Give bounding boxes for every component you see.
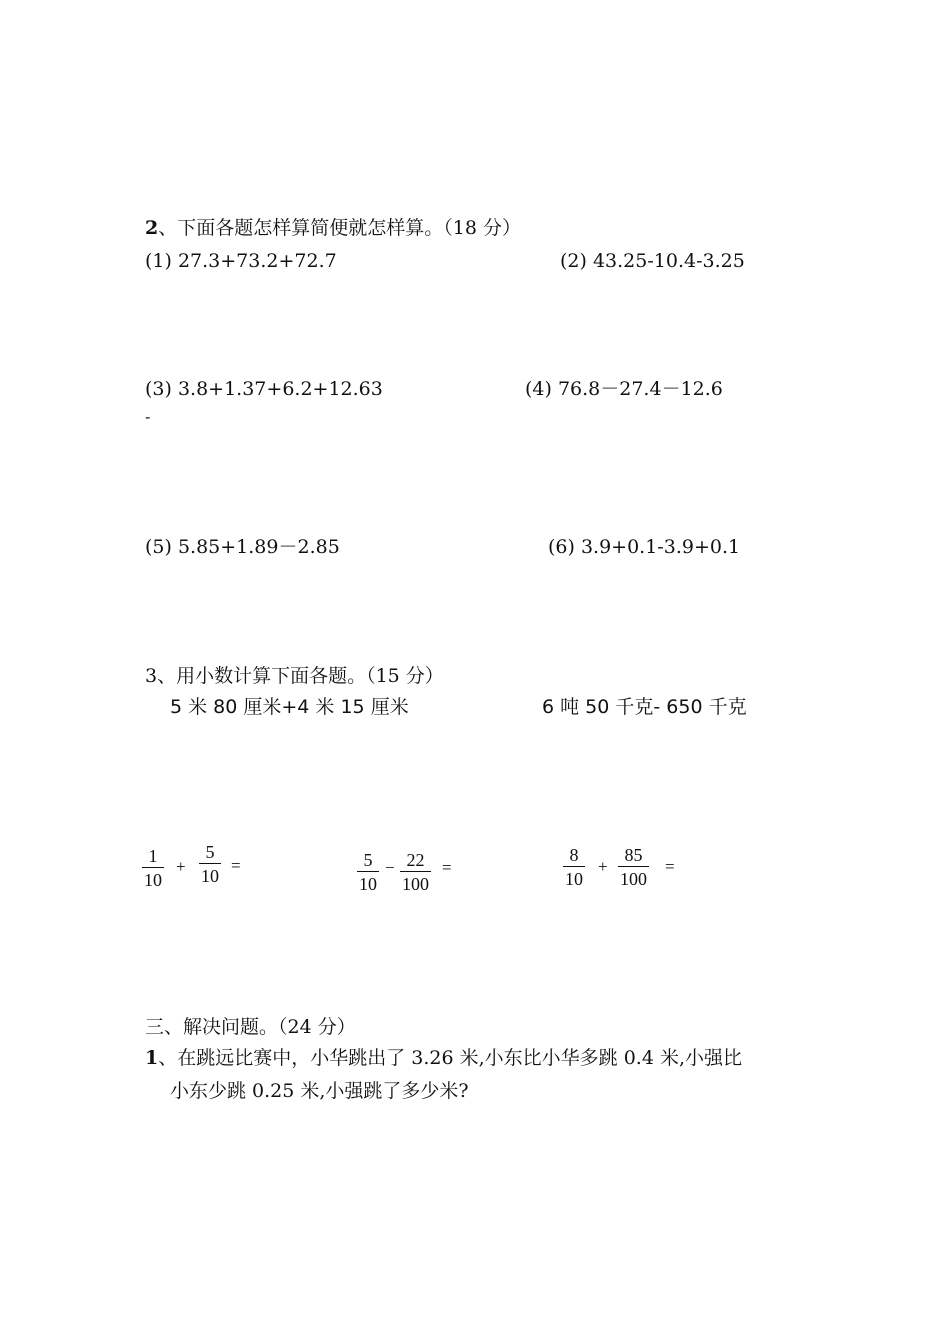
numerator: 22 xyxy=(406,850,425,870)
numerator: 85 xyxy=(624,845,643,865)
denominator: 10 xyxy=(359,874,377,894)
problem-2-5: (5) 5.85+1.89－2.85 xyxy=(145,536,340,558)
denominator: 100 xyxy=(620,869,647,889)
problem-2-1: (1) 27.3+73.2+72.7 xyxy=(145,250,337,272)
fraction-2a xyxy=(357,850,379,894)
section-3-title: 3、用小数计算下面各题。（15 分） xyxy=(145,665,444,687)
word-problem-1-line-1 xyxy=(145,1046,742,1070)
problem-3-1: 5 米 80 厘米+4 米 15 厘米 xyxy=(170,696,409,718)
word-problem-text: 、在跳远比赛中，小华跳出了 3.26 米,小东比小华多跳 0.4 米,小强比 xyxy=(158,1047,742,1069)
denominator: 10 xyxy=(201,866,219,886)
problem-3-2: 6 吨 50 千克- 650 千克 xyxy=(542,696,747,718)
denominator: 10 xyxy=(565,869,583,889)
problem-2-3: (3) 3.8+1.37+6.2+12.63 xyxy=(145,378,383,400)
section-2-title xyxy=(145,216,521,240)
fraction-1a xyxy=(142,846,164,890)
problem-2-2: (2) 43.25-10.4-3.25 xyxy=(560,250,745,272)
section-2-number: 2 xyxy=(145,217,159,239)
stray-dash: - xyxy=(145,407,151,426)
numerator: 8 xyxy=(569,845,579,865)
numerator: 1 xyxy=(148,846,158,866)
word-problem-number: 1 xyxy=(145,1047,159,1069)
fraction-2b xyxy=(400,850,431,894)
equals-sign: = xyxy=(442,858,452,877)
denominator: 100 xyxy=(402,874,429,894)
operator: − xyxy=(385,858,395,877)
fraction-3a xyxy=(563,845,585,889)
fraction-1b xyxy=(199,842,221,886)
section-2-title-text: 、下面各题怎样算简便就怎样算。（18 分） xyxy=(158,217,521,239)
word-problem-1-line-2: 小东少跳 0.25 米,小强跳了多少米? xyxy=(170,1080,469,1102)
fraction-3b xyxy=(618,845,649,889)
problem-2-6: (6) 3.9+0.1-3.9+0.1 xyxy=(548,536,741,558)
denominator: 10 xyxy=(144,870,162,890)
numerator: 5 xyxy=(363,850,373,870)
problem-2-4: (4) 76.8－27.4－12.6 xyxy=(525,378,723,400)
equals-sign: = xyxy=(231,856,241,875)
equals-sign: = xyxy=(665,857,675,876)
operator: + xyxy=(176,857,186,876)
numerator: 5 xyxy=(205,842,215,862)
part-3-title: 三、解决问题。（24 分） xyxy=(145,1016,356,1038)
operator: + xyxy=(598,857,608,876)
